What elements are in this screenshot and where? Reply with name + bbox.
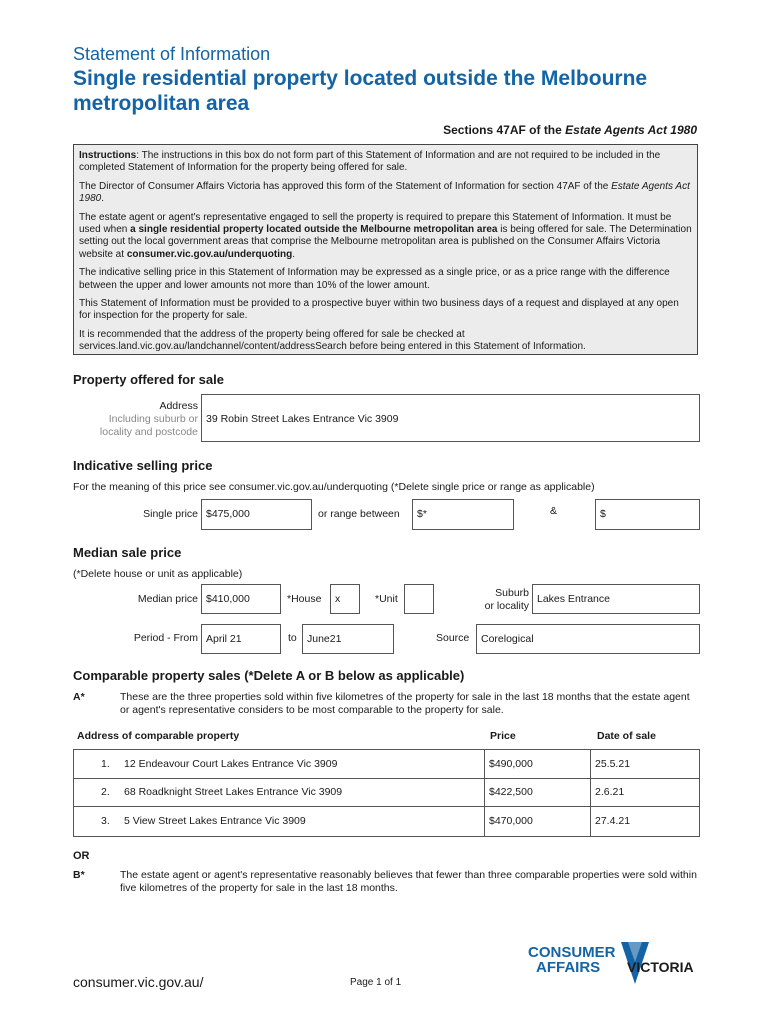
row-number: 3.: [101, 815, 110, 828]
instructions-paragraph: The indicative selling price in this Statement of Information may be expressed as a single price, or as a price range with the difference between the upper and lower amounts not more than 10% of the lower amount.: [79, 267, 670, 291]
source-label: Source: [436, 632, 470, 644]
instructions-text: : The instructions in this box do not form part of this Statement of Information and are not required to be included in the completed Statement of Information for the property being offered for sale.: [79, 150, 661, 174]
instructions-text: .: [101, 193, 105, 205]
median-price-field[interactable]: $410,000: [201, 584, 281, 614]
comparable-date-cell[interactable]: 25.5.21: [595, 757, 631, 770]
instructions-text: is being offered for sale. The Determination setting out the local government areas that comprise the Melbourne metropolitan area is published on the Consumer Affairs Victoria website at: [79, 224, 692, 260]
instructions-box: [73, 144, 698, 355]
option-b-text: The estate agent or agent's representative reasonably believes that fewer than three comparable properties were sold within five kilometres of the property for sale in the last 18 months.: [120, 869, 697, 894]
instructions-paragraph: [79, 150, 692, 175]
period-to-field[interactable]: June21: [302, 624, 394, 654]
instructions-paragraph: This Statement of Information must be provided to a prospective buyer within two business days of a request and displayed at any open for inspection for the property for sale.: [79, 298, 679, 322]
unit-label: *Unit: [375, 593, 398, 605]
table-row: [74, 750, 699, 779]
suburb-label-2: or locality: [484, 600, 529, 612]
table-row: [74, 779, 699, 808]
comparable-address: 12 Endeavour Court Lakes Entrance Vic 3909: [124, 757, 338, 770]
suburb-label-1: Suburb: [495, 587, 529, 599]
footer-website-link[interactable]: consumer.vic.gov.au/: [73, 974, 204, 990]
unit-checkbox[interactable]: [404, 584, 434, 614]
property-address-field[interactable]: 39 Robin Street Lakes Entrance Vic 3909: [201, 394, 700, 442]
median-heading: Median sale price: [73, 545, 182, 560]
address-hint-2: locality and postcode: [99, 426, 198, 438]
column-date-header: Date of sale: [597, 730, 656, 742]
house-checkbox[interactable]: x: [330, 584, 360, 614]
comparable-price-cell[interactable]: $422,500: [485, 779, 591, 807]
sections-prefix: Sections 47AF of the: [443, 123, 566, 137]
single-price-field[interactable]: $475,000: [201, 499, 312, 530]
logo-line-2: AFFAIRS: [536, 959, 601, 976]
comparable-date-cell[interactable]: 27.4.21: [595, 815, 631, 828]
sections-act: Estate Agents Act 1980: [565, 123, 697, 137]
page-number: Page 1 of 1: [350, 977, 402, 988]
consumer-affairs-victoria-logo: [528, 940, 708, 985]
comparable-date-cell[interactable]: 2.6.21: [595, 786, 625, 799]
address-hint-1: Including suburb or: [108, 413, 198, 425]
instructions-emphasis: a single residential property located outside the Melbourne metropolitan area: [130, 224, 498, 236]
logo-line-3: VICTORIA: [627, 959, 694, 975]
median-note: (*Delete house or unit as applicable): [73, 568, 243, 580]
column-address-header: Address of comparable property: [77, 730, 240, 742]
instructions-paragraph: [79, 181, 692, 206]
comparable-price-cell[interactable]: $470,000: [485, 807, 591, 836]
option-b-label: B*: [73, 869, 85, 881]
comparable-address-cell[interactable]: [74, 779, 485, 807]
act-name: Estate Agents Act 1980: [79, 180, 690, 205]
or-label: OR: [73, 850, 90, 862]
comparable-address-cell[interactable]: [74, 750, 485, 778]
instructions-text: .: [292, 248, 295, 260]
comparable-table: [73, 749, 700, 837]
range-low-field[interactable]: $*: [412, 499, 514, 530]
instructions-paragraph: [79, 212, 692, 262]
instructions-paragraph: It is recommended that the address of the property being offered for sale be checked at services.land.vic.gov.au/landchannel/content/addressSearch before being entered in this Statement of Information.: [79, 328, 586, 353]
option-a-text: These are the three properties sold within five kilometres of the property for sale in the last 18 months that the estate agent or agent's representative considers to be most comparable to the property for sale.: [120, 691, 690, 716]
indicative-heading: Indicative selling price: [73, 458, 213, 473]
instructions-label: Instructions: [79, 150, 137, 161]
document-label: Statement of Information: [73, 44, 271, 64]
comparable-address-cell[interactable]: [74, 807, 485, 836]
indicative-note: For the meaning of this price see consumer.vic.gov.au/underquoting (*Delete single price or range as applicable): [73, 481, 595, 493]
range-label: or range between: [318, 508, 400, 520]
range-ampersand: &: [550, 505, 558, 517]
sections-reference: [443, 123, 697, 137]
row-number: 1.: [101, 757, 110, 770]
document-title: Single residential property located outside the Melbourne metropolitan area: [73, 67, 648, 115]
single-price-label: Single price: [143, 508, 198, 520]
underquoting-link[interactable]: consumer.vic.gov.au/underquoting: [126, 248, 293, 260]
column-price-header: Price: [490, 730, 516, 742]
house-label: *House: [287, 593, 322, 605]
source-field[interactable]: Corelogical: [476, 624, 700, 654]
period-from-field[interactable]: April 21: [201, 624, 281, 654]
comparable-heading: Comparable property sales (*Delete A or B below as applicable): [73, 668, 465, 683]
comparable-address: 5 View Street Lakes Entrance Vic 3909: [124, 815, 306, 828]
row-number: 2.: [101, 786, 110, 799]
comparable-address: 68 Roadknight Street Lakes Entrance Vic 3909: [124, 786, 343, 799]
option-a-label: A*: [73, 691, 85, 703]
comparable-price-cell[interactable]: $490,000: [485, 750, 591, 778]
median-price-label: Median price: [137, 593, 198, 605]
property-heading: Property offered for sale: [73, 372, 224, 387]
range-high-field[interactable]: $: [595, 499, 700, 530]
instructions-text: The Director of Consumer Affairs Victoria has approved this form of the Statement of Information for section 47AF of the: [79, 180, 612, 192]
address-label: Address: [159, 400, 198, 412]
period-from-label: Period - From: [133, 632, 198, 644]
suburb-field[interactable]: Lakes Entrance: [532, 584, 700, 614]
table-row: [74, 807, 699, 836]
instructions-text: The estate agent or agent's representative engaged to sell the property is required to prepare this Statement of Information. It must be used when: [79, 211, 672, 236]
logo-line-1: CONSUMER: [528, 944, 616, 961]
period-to-label: to: [288, 632, 297, 644]
